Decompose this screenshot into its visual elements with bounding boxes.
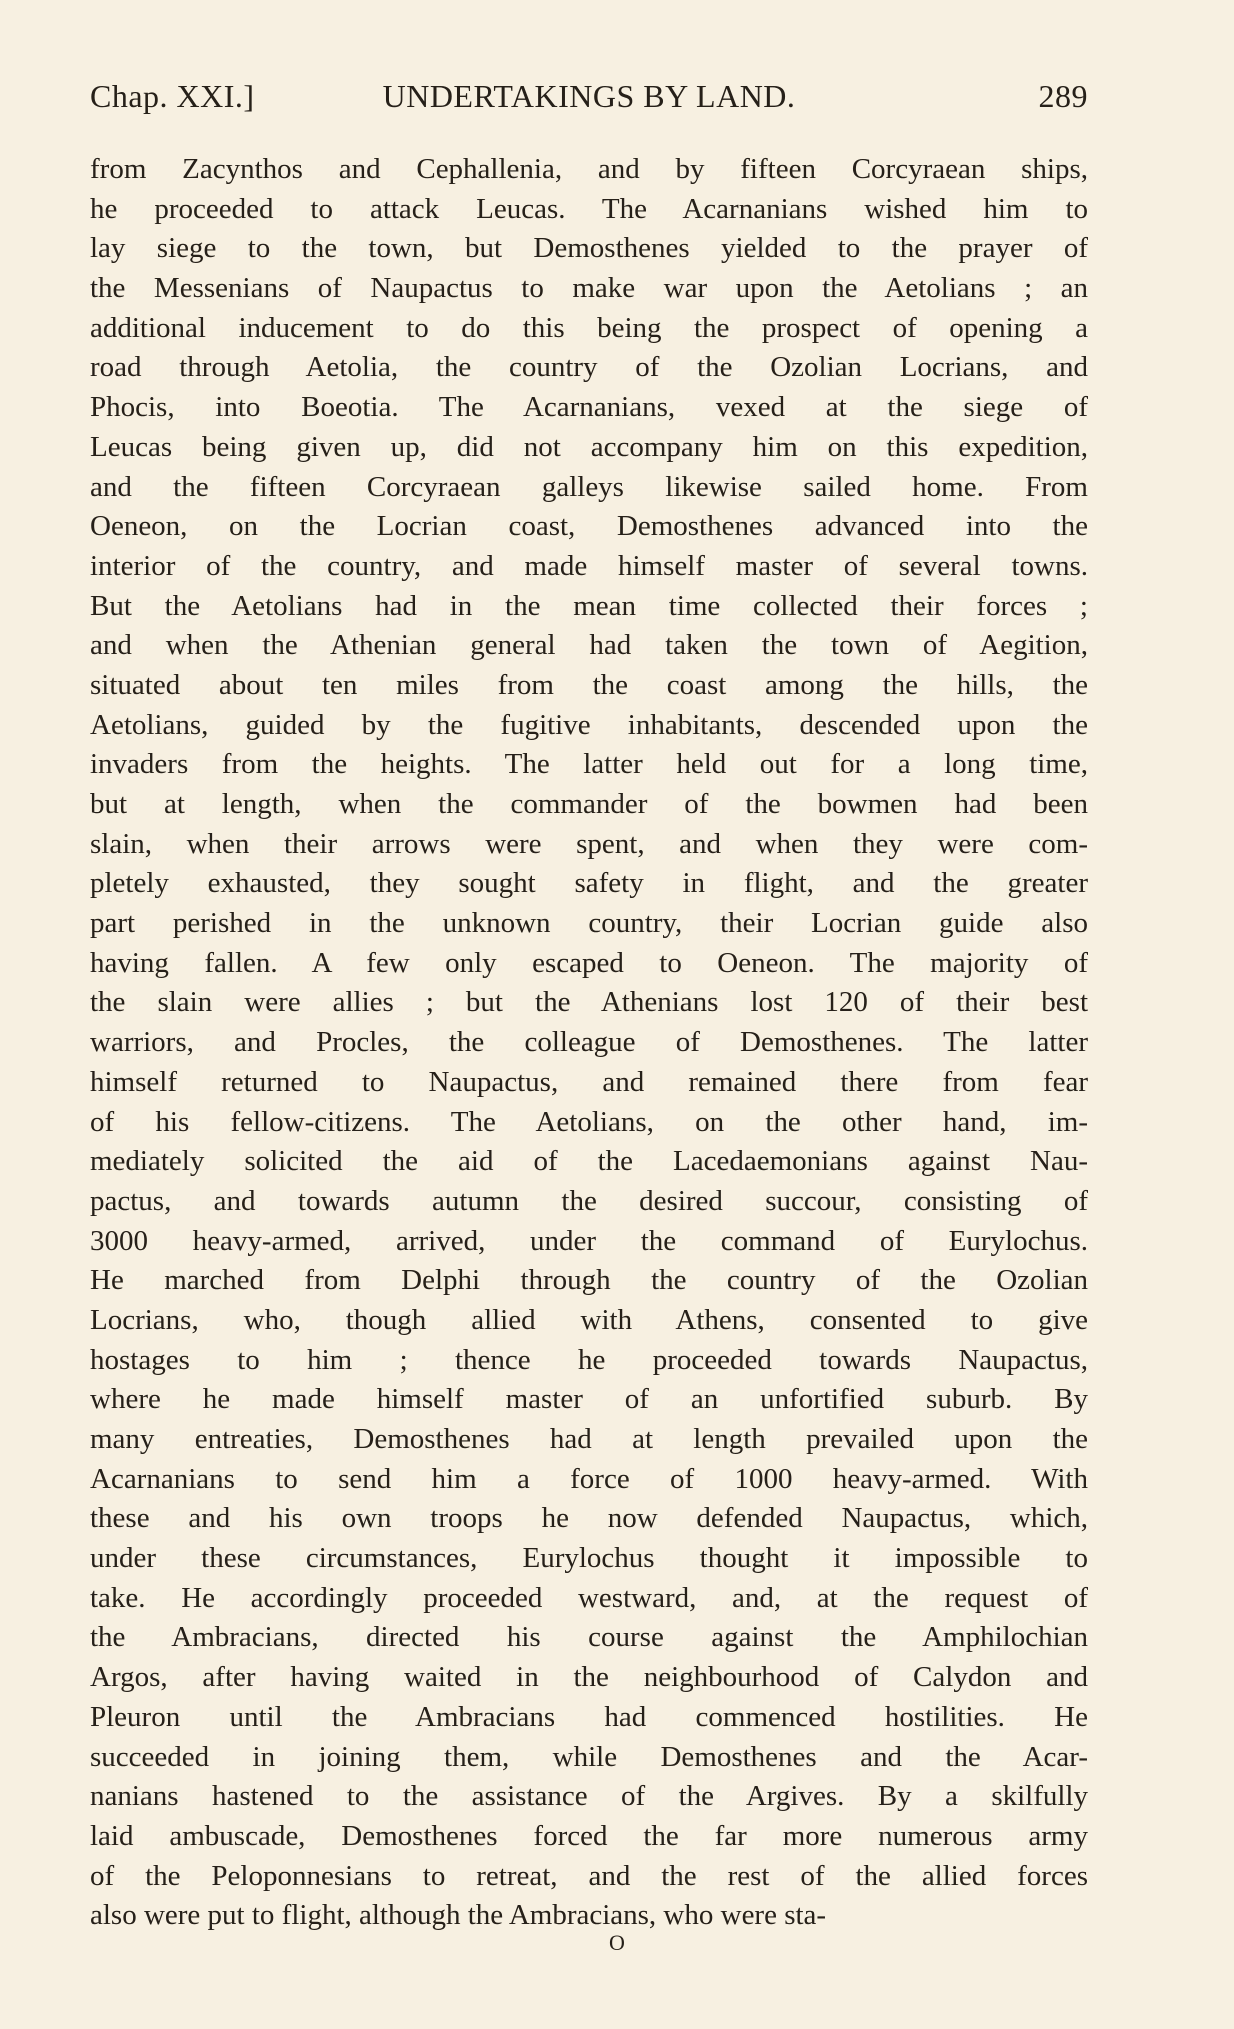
text-line: Aetolians, guided by the fugitive inhabitants, descended upon the bbox=[90, 708, 1088, 741]
text-line: mediately solicited the aid of the Lacedaemonians against Nau- bbox=[90, 1145, 1088, 1178]
body-text bbox=[90, 150, 1088, 1936]
text-line: he proceeded to attack Leucas. The Acarnanians wished him to bbox=[90, 192, 1088, 225]
text-line: interior of the country, and made himself master of several towns. bbox=[90, 549, 1088, 582]
text-line: pactus, and towards autumn the desired succour, consisting of bbox=[90, 1184, 1088, 1217]
text-line: but at length, when the commander of the bowmen had been bbox=[90, 788, 1088, 820]
text-line: road through Aetolia, the country of the Ozolian Locrians, and bbox=[90, 351, 1088, 384]
text-line: But the Aetolians had in the mean time collected their forces ; bbox=[90, 589, 1088, 622]
text-line: many entreaties, Demosthenes had at length prevailed upon the bbox=[90, 1423, 1088, 1455]
text-line: Locrians, who, though allied with Athens, consented to give bbox=[90, 1303, 1088, 1336]
text-line: himself returned to Naupactus, and remained there from fear bbox=[90, 1065, 1088, 1098]
text-line: these and his own troops he now defended Naupactus, which, bbox=[90, 1502, 1088, 1535]
text-line: the slain were allies ; but the Athenians lost 120 of their best bbox=[90, 986, 1088, 1019]
text-line: of the Peloponnesians to retreat, and the rest of the allied forces bbox=[90, 1859, 1088, 1892]
chapter-reference: Chap. XXI.] bbox=[90, 78, 255, 114]
signature-mark: O bbox=[609, 1930, 625, 1955]
text-line: under these circumstances, Eurylochus thought it impossible to bbox=[90, 1542, 1088, 1575]
text-line: Leucas being given up, did not accompany him on this expedition, bbox=[90, 430, 1088, 463]
running-title: UNDERTAKINGS BY LAND. bbox=[382, 78, 796, 114]
text-line: nanians hastened to the assistance of the Argives. By a skilfully bbox=[90, 1780, 1088, 1813]
text-line: lay siege to the town, but Demosthenes yielded to the prayer of bbox=[90, 232, 1088, 265]
page-number: 289 bbox=[1038, 78, 1088, 114]
text-line: situated about ten miles from the coast among the hills, the bbox=[90, 668, 1088, 701]
text-line: Phocis, into Boeotia. The Acarnanians, vexed at the siege of bbox=[90, 391, 1088, 424]
text-line: invaders from the heights. The latter held out for a long time, bbox=[90, 748, 1088, 781]
text-line: Oeneon, on the Locrian coast, Demosthenes advanced into the bbox=[90, 510, 1088, 543]
text-line: also were put to flight, although the Ambracians, who were sta- bbox=[90, 1899, 827, 1932]
text-line: having fallen. A few only escaped to Oeneon. The majority of bbox=[90, 946, 1088, 979]
text-line: warriors, and Procles, the colleague of Demosthenes. The latter bbox=[90, 1026, 1088, 1059]
text-line: pletely exhausted, they sought safety in flight, and the greater bbox=[90, 867, 1088, 900]
text-line: and when the Athenian general had taken the town of Aegition, bbox=[90, 629, 1088, 662]
text-line: He marched from Delphi through the country of the Ozolian bbox=[90, 1264, 1088, 1297]
text-line: Acarnanians to send him a force of 1000 heavy-armed. With bbox=[90, 1462, 1088, 1495]
text-line: part perished in the unknown country, their Locrian guide also bbox=[90, 907, 1088, 940]
text-line: Argos, after having waited in the neighbourhood of Calydon and bbox=[90, 1661, 1088, 1694]
text-line: 3000 heavy-armed, arrived, under the command of Eurylochus. bbox=[90, 1224, 1088, 1257]
text-line: the Ambracians, directed his course against the Amphilochian bbox=[90, 1621, 1088, 1654]
text-line: take. He accordingly proceeded westward, and, at the request of bbox=[90, 1581, 1088, 1614]
text-line: additional inducement to do this being the prospect of opening a bbox=[90, 311, 1088, 344]
text-line: hostages to him ; thence he proceeded towards Naupactus, bbox=[90, 1343, 1088, 1376]
text-line: the Messenians of Naupactus to make war upon the Aetolians ; an bbox=[90, 272, 1088, 305]
text-line: where he made himself master of an unfortified suburb. By bbox=[90, 1383, 1088, 1416]
text-line: from Zacynthos and Cephallenia, and by fifteen Corcyraean ships, bbox=[90, 153, 1088, 185]
text-line: succeeded in joining them, while Demosthenes and the Acar- bbox=[90, 1740, 1088, 1773]
text-line: Pleuron until the Ambracians had commenced hostilities. He bbox=[90, 1700, 1088, 1733]
text-line: laid ambuscade, Demosthenes forced the far more numerous army bbox=[90, 1819, 1088, 1852]
running-header bbox=[90, 78, 1088, 122]
text-line: slain, when their arrows were spent, and when they were com- bbox=[90, 827, 1088, 860]
text-line: and the fifteen Corcyraean galleys likewise sailed home. From bbox=[90, 470, 1088, 503]
text-line: of his fellow-citizens. The Aetolians, on the other hand, im- bbox=[90, 1105, 1088, 1138]
